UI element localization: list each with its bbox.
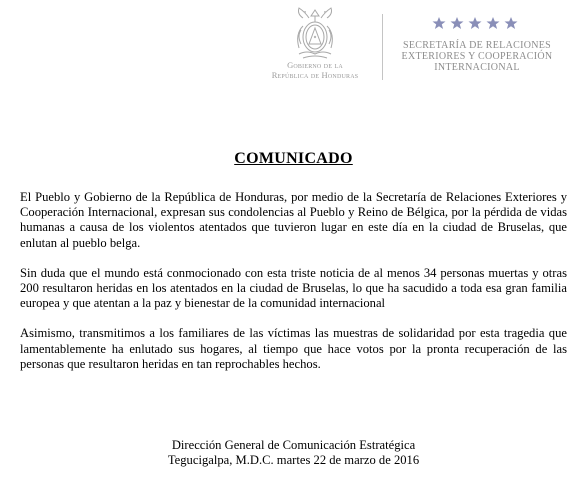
paragraph-2: Sin duda que el mundo está conmocionado con esta triste noticia de al menos 34 personas muertas y otras 200 resultaron heridas en los atentados en la ciudad de Bruselas, lo que ha sacudido a toda esa gran familia europea y que atentan a la paz y bienestar de la comunidad internacional (20, 265, 567, 311)
paragraph-3: Asimismo, transmitimos a los familiares de las víctimas las muestras de solidaridad por esta tragedia que lamentablemente ha enlutado sus hogares, al tiempo que hace votos por la pronta recuperación de las personas que resultaron heridas en tan reprochables hechos. (20, 326, 567, 371)
government-line-1: Gobierno de la (287, 60, 343, 70)
signoff-place-date: Tegucigalpa, M.D.C. martes 22 de marzo de 2016 (167, 453, 420, 468)
letterhead (0, 0, 587, 100)
letterhead-divider (382, 14, 383, 80)
signoff-office: Dirección General de Comunicación Estratégica (171, 438, 416, 452)
government-line-2: República de Honduras (271, 70, 359, 80)
five-stars-icon (432, 16, 522, 30)
government-name (250, 60, 380, 80)
document-body (20, 190, 567, 387)
ministry-line-1: SECRETARÍA DE RELACIONES (402, 40, 552, 51)
ministry-name (392, 40, 562, 73)
ministry-line-3: INTERNACIONAL (434, 62, 520, 73)
ministry-line-2: EXTERIORES Y COOPERACIÓN (401, 51, 553, 62)
honduras-coat-of-arms-icon (285, 4, 345, 62)
paragraph-1: El Pueblo y Gobierno de la República de Honduras, por medio de la Secretaría de Relaciones Exteriores y Cooperación Internacional, expresan sus condolencias al Pueblo y Reino de Bélgica, por la pérdida de vidas humanas a causa de los violentos atentados que tuvieron lugar en este día en la ciudad de Bruselas, que enlutan al pueblo belga. (20, 190, 567, 250)
document-title: COMUNICADO (234, 150, 353, 167)
signoff (0, 438, 587, 468)
